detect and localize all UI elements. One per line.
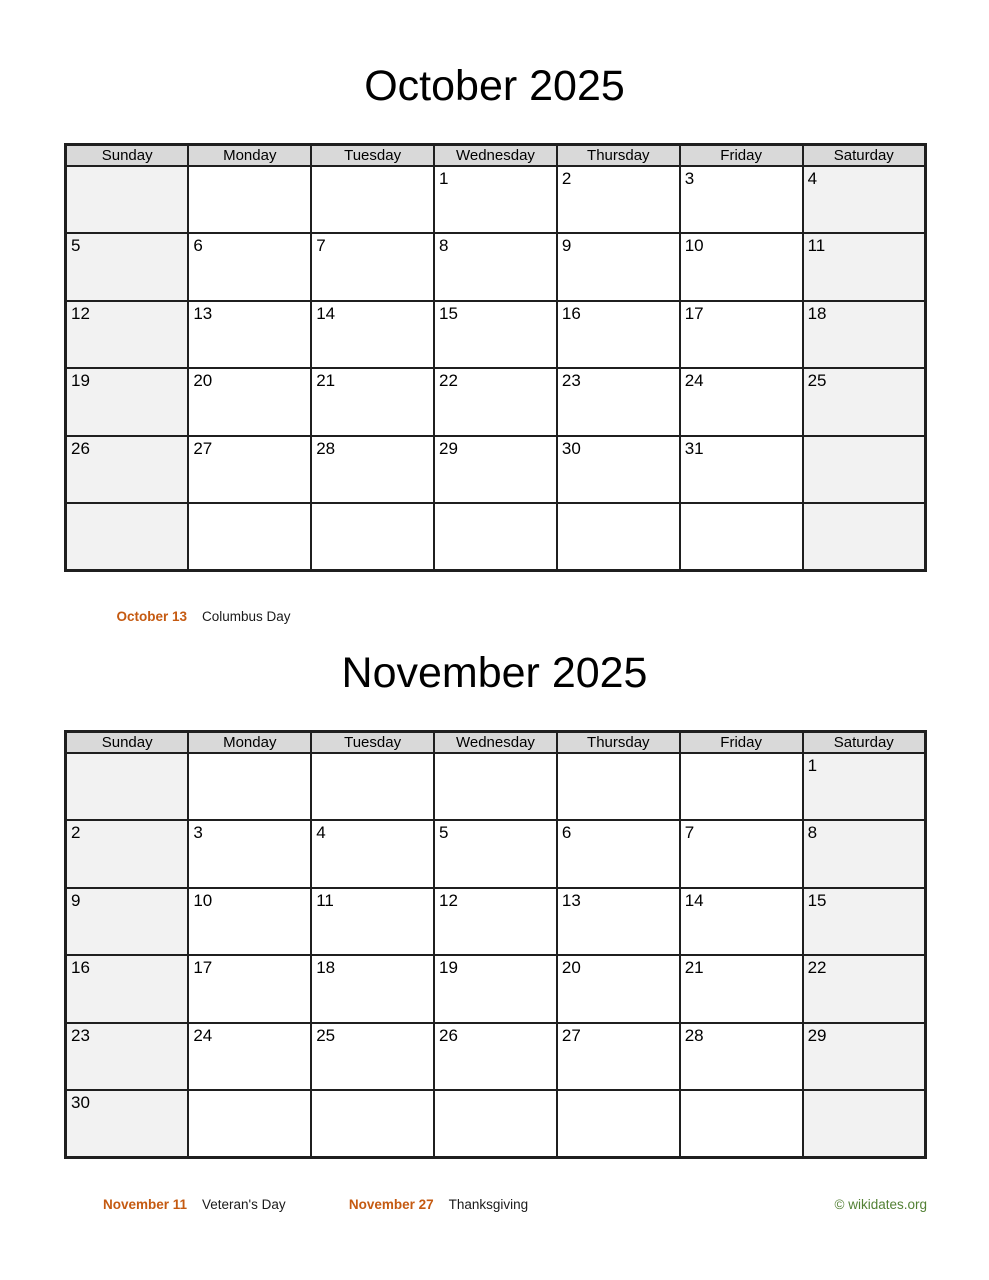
day-cell: 26 <box>66 436 189 504</box>
weekday-header-monday: Monday <box>188 145 311 166</box>
weekday-header-monday: Monday <box>188 732 311 753</box>
day-cell: 6 <box>557 820 680 888</box>
day-cell: 2 <box>557 166 680 234</box>
holiday-name: Columbus Day <box>202 609 291 624</box>
day-cell: 13 <box>557 888 680 956</box>
calendar-table-october <box>64 143 927 572</box>
day-cell: 24 <box>680 368 803 436</box>
day-cell: 29 <box>434 436 557 504</box>
weekday-header-thursday: Thursday <box>557 732 680 753</box>
weekday-header-saturday: Saturday <box>803 732 926 753</box>
week-row <box>66 503 926 571</box>
month-title-november: November 2025 <box>341 649 648 697</box>
day-cell: 21 <box>311 368 434 436</box>
day-cell: 19 <box>434 955 557 1023</box>
day-cell: 18 <box>803 301 926 369</box>
day-cell: 19 <box>66 368 189 436</box>
day-cell: 30 <box>557 436 680 504</box>
empty-day-cell <box>311 1090 434 1158</box>
holiday-date: November 27 <box>348 1197 434 1212</box>
day-cell: 22 <box>434 368 557 436</box>
week-row <box>66 301 926 369</box>
weekday-header-sunday: Sunday <box>66 732 189 753</box>
week-row <box>66 753 926 821</box>
day-cell: 9 <box>66 888 189 956</box>
day-cell: 7 <box>680 820 803 888</box>
copyright-wikidates: © wikidates.org <box>834 1197 927 1212</box>
day-cell: 26 <box>434 1023 557 1091</box>
empty-day-cell <box>66 503 189 571</box>
day-cell: 16 <box>557 301 680 369</box>
empty-day-cell <box>680 503 803 571</box>
holiday-entry <box>344 1196 529 1214</box>
day-cell: 1 <box>803 753 926 821</box>
day-cell: 9 <box>557 233 680 301</box>
day-cell: 15 <box>434 301 557 369</box>
day-cell: 2 <box>66 820 189 888</box>
empty-day-cell <box>434 753 557 821</box>
day-cell: 10 <box>680 233 803 301</box>
holidays-october <box>97 608 349 626</box>
weekday-header-october <box>66 145 926 166</box>
day-cell: 3 <box>680 166 803 234</box>
empty-day-cell <box>557 1090 680 1158</box>
week-row <box>66 166 926 234</box>
empty-day-cell <box>311 166 434 234</box>
day-cell: 12 <box>66 301 189 369</box>
weekday-header-row <box>66 732 926 753</box>
day-cell: 25 <box>311 1023 434 1091</box>
weekday-header-wednesday: Wednesday <box>434 145 557 166</box>
day-cell: 17 <box>188 955 311 1023</box>
calendar-body-october <box>66 166 926 571</box>
day-cell: 27 <box>188 436 311 504</box>
empty-day-cell <box>434 503 557 571</box>
day-cell: 11 <box>311 888 434 956</box>
week-row <box>66 233 926 301</box>
holiday-date: October 13 <box>116 609 187 624</box>
day-cell: 31 <box>680 436 803 504</box>
day-cell: 17 <box>680 301 803 369</box>
day-cell: 28 <box>311 436 434 504</box>
empty-day-cell <box>66 753 189 821</box>
holiday-name: Veteran's Day <box>202 1197 286 1212</box>
weekday-header-sunday: Sunday <box>66 145 189 166</box>
holiday-name: Thanksgiving <box>448 1197 529 1212</box>
empty-day-cell <box>557 503 680 571</box>
empty-day-cell <box>680 1090 803 1158</box>
day-cell: 27 <box>557 1023 680 1091</box>
day-cell: 8 <box>434 233 557 301</box>
empty-day-cell <box>803 436 926 504</box>
empty-day-cell <box>557 753 680 821</box>
day-cell: 25 <box>803 368 926 436</box>
month-title-october: October 2025 <box>364 62 625 110</box>
day-cell: 24 <box>188 1023 311 1091</box>
day-cell: 18 <box>311 955 434 1023</box>
empty-day-cell <box>680 753 803 821</box>
holiday-date: November 11 <box>102 1197 187 1212</box>
week-row <box>66 436 926 504</box>
day-cell: 20 <box>557 955 680 1023</box>
calendar-table-november <box>64 730 927 1159</box>
day-cell: 30 <box>66 1090 189 1158</box>
day-cell: 20 <box>188 368 311 436</box>
day-cell: 11 <box>803 233 926 301</box>
empty-day-cell <box>434 1090 557 1158</box>
week-row <box>66 955 926 1023</box>
day-cell: 16 <box>66 955 189 1023</box>
day-cell: 4 <box>311 820 434 888</box>
week-row <box>66 820 926 888</box>
day-cell: 14 <box>680 888 803 956</box>
week-row <box>66 368 926 436</box>
day-cell: 13 <box>188 301 311 369</box>
holidays-november <box>97 1196 586 1214</box>
day-cell: 29 <box>803 1023 926 1091</box>
day-cell: 7 <box>311 233 434 301</box>
empty-day-cell <box>188 166 311 234</box>
week-row <box>66 1023 926 1091</box>
day-cell: 12 <box>434 888 557 956</box>
week-row <box>66 888 926 956</box>
day-cell: 14 <box>311 301 434 369</box>
weekday-header-tuesday: Tuesday <box>311 732 434 753</box>
day-cell: 15 <box>803 888 926 956</box>
weekday-header-tuesday: Tuesday <box>311 145 434 166</box>
day-cell: 4 <box>803 166 926 234</box>
day-cell: 5 <box>434 820 557 888</box>
day-cell: 5 <box>66 233 189 301</box>
weekday-header-friday: Friday <box>680 145 803 166</box>
empty-day-cell <box>188 503 311 571</box>
empty-day-cell <box>311 753 434 821</box>
empty-day-cell <box>311 503 434 571</box>
week-row <box>66 1090 926 1158</box>
empty-day-cell <box>66 166 189 234</box>
weekday-header-saturday: Saturday <box>803 145 926 166</box>
day-cell: 23 <box>557 368 680 436</box>
empty-day-cell <box>803 1090 926 1158</box>
day-cell: 1 <box>434 166 557 234</box>
holiday-entry <box>97 608 291 626</box>
holiday-entry <box>97 1196 286 1214</box>
day-cell: 21 <box>680 955 803 1023</box>
day-cell: 28 <box>680 1023 803 1091</box>
day-cell: 23 <box>66 1023 189 1091</box>
day-cell: 10 <box>188 888 311 956</box>
weekday-header-thursday: Thursday <box>557 145 680 166</box>
empty-day-cell <box>188 1090 311 1158</box>
weekday-header-wednesday: Wednesday <box>434 732 557 753</box>
weekday-header-november <box>66 732 926 753</box>
day-cell: 6 <box>188 233 311 301</box>
calendar-body-november <box>66 753 926 1158</box>
empty-day-cell <box>803 503 926 571</box>
weekday-header-row <box>66 145 926 166</box>
day-cell: 8 <box>803 820 926 888</box>
weekday-header-friday: Friday <box>680 732 803 753</box>
day-cell: 3 <box>188 820 311 888</box>
day-cell: 22 <box>803 955 926 1023</box>
empty-day-cell <box>188 753 311 821</box>
